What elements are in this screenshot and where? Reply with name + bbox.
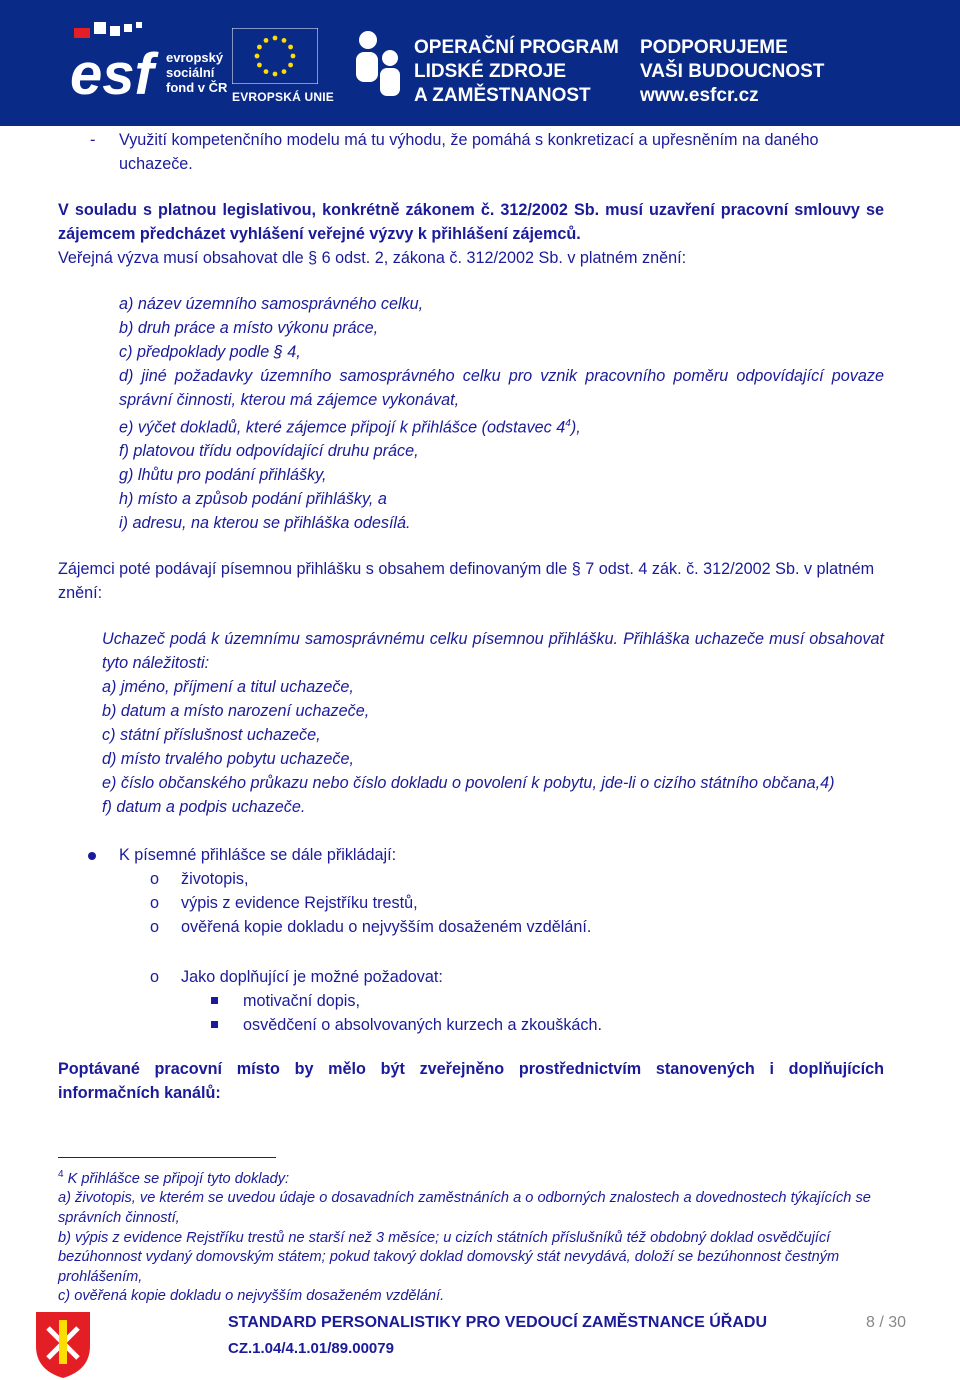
dash-marker: - — [90, 131, 96, 149]
requirements-list — [119, 292, 884, 535]
list-item: b) druh práce a místo výkonu práce, — [119, 319, 379, 337]
bullet-item: K písemné přihlášce se dále přikládají: — [58, 843, 884, 867]
sub-sub-item: motivační dopis, — [58, 989, 884, 1013]
paragraph-legislation: V souladu s platnou legislativou, konkrétně zákonem č. 312/2002 Sb. musí uzavření pracovní smlouvy se zájemcem předcházet vyhlášení veřejné výzvy k přihlášení zájemců. — [58, 201, 884, 243]
bullet-marker — [88, 852, 96, 860]
list-item: i) adresu, na kterou se přihláška odesílá. — [119, 514, 411, 533]
main-content — [58, 128, 884, 1105]
dash-item: - Využití kompetenčního modelu má tu výhodu, že pomáhá s konkretizací a upřesněním na daného uchazeče. — [58, 128, 884, 176]
svg-text:esf: esf — [70, 42, 154, 102]
eu-star-icon — [288, 63, 293, 68]
eu-flag-icon — [232, 28, 318, 84]
list-item: f) datum a podpis uchazeče. — [102, 798, 306, 817]
esf-side-text: evropský sociální fond v ČR — [166, 50, 228, 95]
slogan: PODPORUJEME VAŠI BUDOUCNOST www.esfcr.cz — [640, 37, 825, 106]
sub-item: o životopis, — [150, 870, 249, 889]
footnote-line: c) ověřená kopie dokladu o nejvyšším dosaženém vzdělání. — [58, 1288, 445, 1305]
list-item: d) místo trvalého pobytu uchazeče, — [102, 750, 354, 769]
list-item: d) jiné požadavky územního samosprávného celku pro vznik pracovního poměru odpovídající povaze správní činnosti, kterou má zájemce vykonávat, — [119, 367, 884, 409]
eu-star-icon — [257, 63, 262, 68]
footnote-divider — [58, 1157, 276, 1158]
paragraph-publication: Poptávané pracovní místo by mělo být zveřejněno prostřednictvím stanovených i doplňujících informačních kanálů: — [58, 1060, 884, 1103]
sub-sub-item: osvědčení o absolvovaných kurzech a zkouškách. — [58, 1013, 884, 1037]
eu-label: EVROPSKÁ UNIE — [232, 90, 334, 104]
program-name: OPERAČNÍ PROGRAM LIDSKÉ ZDROJE A ZAMĚSTNANOST — [414, 37, 619, 106]
regional-crest-icon — [28, 1308, 98, 1380]
eu-star-icon — [282, 38, 287, 43]
list-item: h) místo a způsob podání přihlášky, a — [119, 490, 387, 509]
footer-title: STANDARD PERSONALISTIKY PRO VEDOUCÍ ZAMĚSTNANCE ÚŘADU — [228, 1314, 767, 1331]
list-item: f) platovou třídu odpovídající druhu práce, — [119, 442, 419, 461]
list-item: a) jméno, příjmení a titul uchazeče, — [102, 678, 354, 697]
eu-star-icon — [264, 38, 269, 43]
list-item: e) výčet dokladů, které zájemce připojí k přihlášce (odstavec $4^4$), — [119, 418, 581, 437]
paragraph-requirements: Veřejná výzva musí obsahovat dle § 6 odst. 2, zákona č. 312/2002 Sb. v platném znění: — [58, 249, 687, 267]
sub-item: o ověřená kopie dokladu o nejvyšším dosaženém vzdělání. — [150, 918, 592, 937]
eu-star-icon — [273, 36, 278, 41]
eu-star-icon — [273, 72, 278, 77]
page-number: 8 / 30 — [866, 1314, 907, 1331]
footnote-line: $^4$ K přihlášce se připojí tyto doklady: — [58, 1169, 290, 1187]
eu-star-icon — [291, 54, 296, 59]
list-item: c) předpoklady podle § 4, — [119, 343, 301, 361]
sub-item: o Jako doplňující je možné požadovat: — [150, 968, 443, 987]
list-intro: Uchazeč podá k územnímu samosprávnému celku písemnou přihlášku. Přihláška uchazeče musí obsahovat tyto náležitosti: — [102, 630, 884, 673]
application-list — [102, 627, 884, 819]
eu-star-icon — [257, 45, 262, 50]
esf-link[interactable]: www.esfcr.cz — [640, 85, 759, 106]
eu-star-icon — [255, 54, 260, 59]
esf-logo-icon — [70, 22, 160, 102]
op-people-icon — [350, 28, 406, 102]
sub-item: o výpis z evidence Rejstříku trestů, — [150, 894, 418, 913]
footnote-line: b) výpis z evidence Rejstříku trestů ne starší než 3 měsíce; u cizích státních příslušníků též obdobný doklad osvědčující bezúhonnost vydaný domovským státem; pokud takový doklad domovský stát nevydává, doloží se bezúhonnost čestným prohlášením, — [58, 1229, 840, 1285]
list-item: c) státní příslušnost uchazeče, — [102, 726, 321, 745]
paragraph-application: Zájemci poté podávají písemnou přihlášku s obsahem definovaným dle § 7 odst. 4 zák. č. 312/2002 Sb. v platném znění: — [58, 560, 875, 603]
footnotes — [58, 1165, 884, 1307]
list-item: g) lhůtu pro podání přihlášky, — [119, 466, 327, 485]
footer-project-code: CZ.1.04/4.1.01/89.00079 — [228, 1340, 394, 1357]
list-item: e) číslo občanského průkazu nebo číslo dokladu o povolení k pobytu, jde-li o cizího státního občana,4) — [102, 774, 835, 793]
list-item: a) název územního samosprávného celku, — [119, 295, 424, 313]
list-item: b) datum a místo narození uchazeče, — [102, 702, 370, 721]
header-banner — [0, 0, 960, 126]
eu-star-icon — [264, 69, 269, 74]
eu-star-icon — [288, 45, 293, 50]
eu-star-icon — [282, 69, 287, 74]
footnote-line: a) životopis, ve kterém se uvedou údaje o dosavadních zaměstnáních a o odborných znalostech a dovednostech týkajících se správních činností, — [58, 1190, 871, 1227]
